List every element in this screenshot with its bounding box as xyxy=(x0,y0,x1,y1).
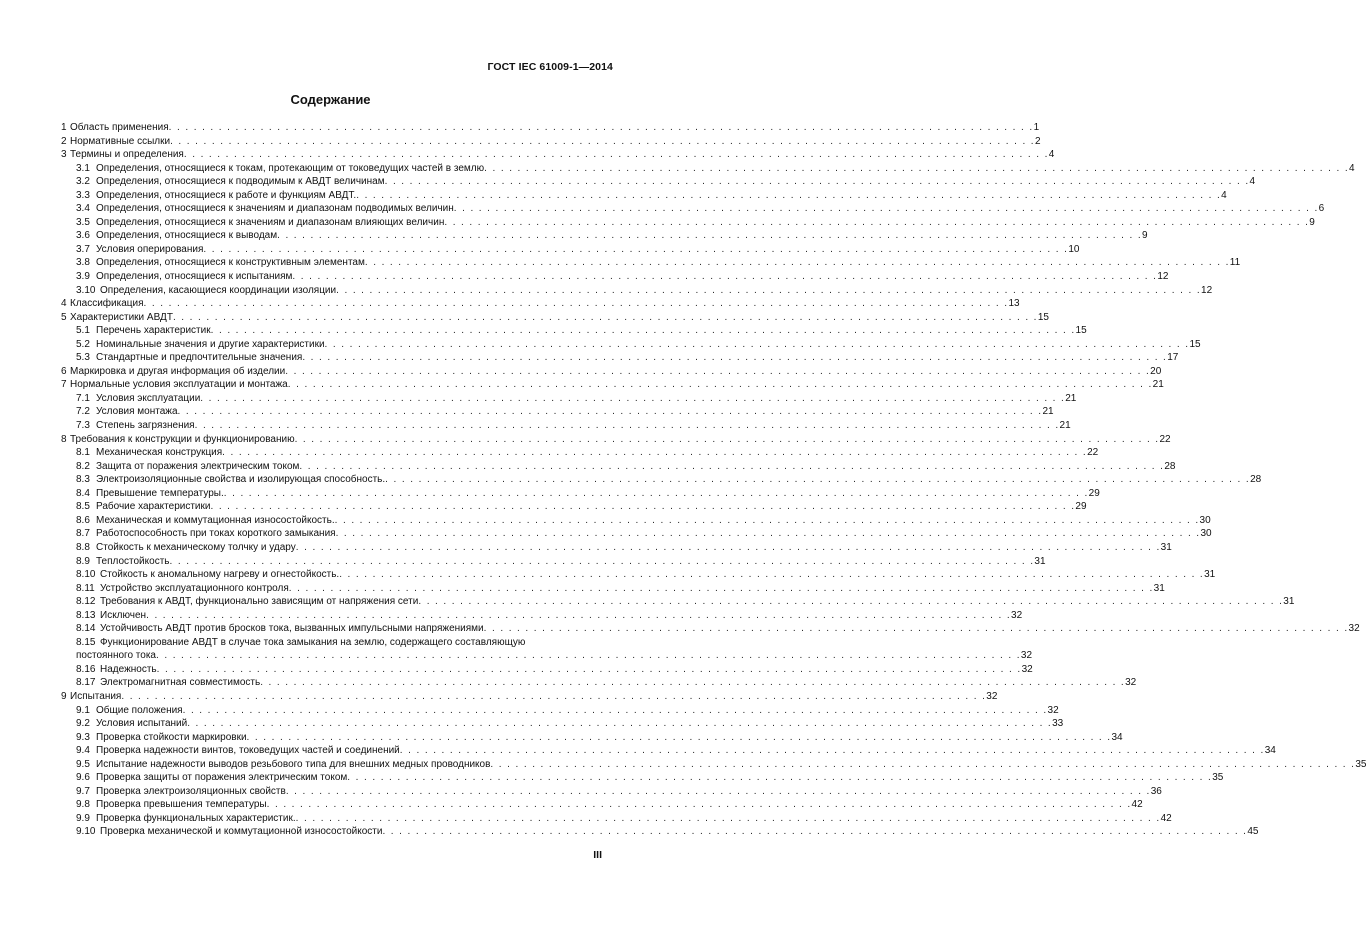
toc-entry-page: 15 xyxy=(1037,311,1049,323)
toc-leader-dots xyxy=(146,609,1011,623)
toc-entry-title: Определения, касающиеся координации изоляции xyxy=(100,284,337,296)
toc-entry[interactable] xyxy=(61,812,1172,826)
toc-entry-page: 21 xyxy=(1152,379,1164,391)
toc-entry-page: 28 xyxy=(1164,460,1176,472)
toc-leader-dots xyxy=(170,135,1035,149)
toc-entry[interactable] xyxy=(61,622,1360,636)
toc-entry-number: 9 xyxy=(61,690,67,702)
toc-entry-page: 32 xyxy=(1021,663,1033,675)
toc-entry-number: 8.14 xyxy=(76,623,96,635)
toc-entry-number: 3.10 xyxy=(76,284,96,296)
toc-entry[interactable] xyxy=(61,446,1099,460)
toc-entry-page: 32 xyxy=(1047,704,1059,716)
toc-entry-number: 3.7 xyxy=(76,243,90,255)
toc-entry-number: 9.6 xyxy=(76,772,90,784)
toc-leader-dots xyxy=(286,785,1151,799)
toc-entry[interactable] xyxy=(61,541,1172,555)
toc-entry-page: 32 xyxy=(1348,623,1360,635)
toc-entry-page: 31 xyxy=(1160,541,1172,553)
toc-entry-title: Термины и определения xyxy=(70,149,184,161)
toc-entry-title: Стойкость к механическому толчку и удару xyxy=(96,541,296,553)
toc-entry-title: Проверка механической и коммутационной износостойкости xyxy=(100,826,383,838)
toc-entry[interactable] xyxy=(61,229,1148,243)
toc-entry-title: Проверка надежности винтов, токоведущих частей и соединений xyxy=(96,745,400,757)
toc-leader-dots xyxy=(156,649,1021,663)
toc-entry-title: Определения, относящиеся к конструктивным элементам xyxy=(96,257,365,269)
toc-entry[interactable] xyxy=(61,460,1176,474)
toc-entry-page: 21 xyxy=(1059,420,1071,432)
toc-entry-number: 8.9 xyxy=(76,555,90,567)
toc-leader-dots xyxy=(289,582,1154,596)
toc-entry[interactable] xyxy=(61,284,1213,298)
toc-entry-page: 33 xyxy=(1052,718,1064,730)
toc-leader-dots xyxy=(365,256,1230,270)
toc-entry-title: Теплостойкость xyxy=(96,555,170,567)
toc-entry[interactable] xyxy=(61,297,1020,311)
toc-entry-title: постоянного тока xyxy=(76,650,156,662)
toc-entry-title: Работоспособность при токах короткого замыкания xyxy=(96,528,336,540)
toc-entry-number: 8.6 xyxy=(76,514,90,526)
toc-entry-page: 30 xyxy=(1200,528,1212,540)
toc-entry[interactable] xyxy=(61,162,1355,176)
toc-leader-dots xyxy=(195,419,1060,433)
toc-entry-number: 8.4 xyxy=(76,487,90,499)
toc-entry-number: 3 xyxy=(61,149,67,161)
toc-entry-title: Электромагнитная совместимость xyxy=(100,677,261,689)
toc-leader-dots xyxy=(210,500,1075,514)
toc-entry[interactable] xyxy=(61,731,1123,745)
toc-leader-dots xyxy=(444,216,1309,230)
toc-leader-dots xyxy=(385,175,1250,189)
toc-leader-dots xyxy=(325,338,1190,352)
toc-leader-dots xyxy=(400,744,1265,758)
toc-entry-page: 12 xyxy=(1157,271,1169,283)
toc-leader-dots xyxy=(170,555,1035,569)
toc-entry-page: 31 xyxy=(1204,569,1216,581)
toc-entry[interactable] xyxy=(61,311,1049,325)
toc-entry-page: 42 xyxy=(1160,812,1172,824)
toc-entry-title: Требования к конструкции и функционированию xyxy=(70,433,295,445)
toc-leader-dots xyxy=(277,229,1142,243)
toc-entry-title: Устойчивость АВДТ против бросков тока, вызванных импульсными напряжениями xyxy=(100,623,484,635)
toc-entry[interactable] xyxy=(61,351,1179,365)
toc-entry-title: Испытания xyxy=(70,690,122,702)
toc-entry-title: Определения, относящиеся к испытаниям xyxy=(96,271,293,283)
toc-entry-number: 8.2 xyxy=(76,460,90,472)
toc-leader-dots xyxy=(484,622,1349,636)
toc-entry[interactable] xyxy=(61,148,1055,162)
toc-entry-number: 9.9 xyxy=(76,812,90,824)
toc-entry-title: Исключен xyxy=(100,609,147,621)
toc-leader-dots xyxy=(288,378,1153,392)
toc-entry-title: Определения, относящиеся к подводимым к АВДТ величинам xyxy=(96,176,385,188)
toc-leader-dots xyxy=(418,595,1283,609)
toc-entry-number: 5 xyxy=(61,311,67,323)
toc-entry[interactable] xyxy=(61,256,1241,270)
toc-entry[interactable] xyxy=(61,473,1262,487)
toc-entry-page: 36 xyxy=(1150,785,1162,797)
toc-entry-title: Стойкость к аномальному нагреву и огнестойкость. xyxy=(100,569,340,581)
toc-entry-page: 29 xyxy=(1088,487,1100,499)
toc-entry[interactable] xyxy=(61,785,1162,799)
toc-entry-page: 32 xyxy=(986,690,998,702)
toc-entry-number: 8.15 xyxy=(76,636,96,648)
toc-entry-page: 35 xyxy=(1212,772,1224,784)
toc-entry[interactable] xyxy=(61,582,1165,596)
toc-leader-dots xyxy=(339,568,1204,582)
toc-entry[interactable] xyxy=(61,216,1315,230)
toc-entry-number: 3.5 xyxy=(76,216,90,228)
toc-entry-title: Общие положения xyxy=(96,704,183,716)
toc-entry-number: 3.3 xyxy=(76,189,90,201)
toc-entry-number: 3.8 xyxy=(76,257,90,269)
toc-entry-number: 5.3 xyxy=(76,352,90,364)
toc-entry-title: Определения, относящиеся к выводам xyxy=(96,230,278,242)
toc-entry-number: 8.1 xyxy=(76,447,90,459)
toc-leader-dots xyxy=(200,392,1065,406)
toc-entry[interactable] xyxy=(61,487,1100,501)
toc-entry-title: Классификация xyxy=(70,298,144,310)
document-standard-header: ГОСТ IEC 61009-1—2014 xyxy=(487,61,613,73)
toc-entry-page: 15 xyxy=(1189,338,1201,350)
toc-entry-title: Маркировка и другая информация об изделии xyxy=(70,365,286,377)
table-of-contents xyxy=(61,121,1366,839)
toc-entry[interactable] xyxy=(61,392,1077,406)
toc-entry-title: Проверка функциональных характеристик. xyxy=(96,812,296,824)
toc-entry-number: 9.8 xyxy=(76,799,90,811)
toc-entry[interactable] xyxy=(61,555,1046,569)
toc-entry-page: 31 xyxy=(1034,555,1046,567)
toc-leader-dots xyxy=(169,121,1034,135)
toc-entry-page: 28 xyxy=(1250,474,1262,486)
toc-entry[interactable] xyxy=(61,338,1201,352)
toc-leader-dots xyxy=(454,202,1319,216)
toc-leader-dots xyxy=(144,297,1009,311)
toc-entry-page: 9 xyxy=(1309,216,1315,228)
toc-leader-dots xyxy=(292,270,1157,284)
page-number: III xyxy=(593,849,602,861)
toc-entry-title: Проверка защиты от поражения электрическим током xyxy=(96,772,348,784)
toc-entry-number: 8.5 xyxy=(76,501,90,513)
toc-entry-title: Устройство эксплуатационного контроля xyxy=(100,582,289,594)
toc-entry-number: 9.5 xyxy=(76,758,90,770)
toc-entry-title: Функционирование АВДТ в случае тока замыкания на землю, содержащего составляющую xyxy=(100,636,526,648)
toc-entry-number: 5.2 xyxy=(76,338,90,350)
toc-leader-dots xyxy=(203,243,1068,257)
toc-leader-dots xyxy=(121,690,986,704)
toc-entry-title: Номинальные значения и другие характеристики xyxy=(96,338,325,350)
toc-entry-page: 20 xyxy=(1150,365,1162,377)
toc-entry-page: 35 xyxy=(1355,758,1366,770)
toc-entry[interactable] xyxy=(61,609,1023,623)
toc-entry-page: 32 xyxy=(1020,650,1033,662)
toc-entry-number: 3.4 xyxy=(76,203,90,215)
toc-leader-dots xyxy=(295,433,1160,447)
toc-entry-page: 4 xyxy=(1048,149,1055,161)
toc-leader-dots xyxy=(490,758,1355,772)
toc-entry-title: Характеристики АВДТ xyxy=(70,311,173,323)
toc-entry-number: 3.1 xyxy=(76,162,90,174)
toc-entry-page: 4 xyxy=(1249,176,1256,188)
toc-entry[interactable] xyxy=(61,663,1033,677)
toc-leader-dots xyxy=(356,189,1221,203)
toc-entry-title: Нормативные ссылки xyxy=(70,135,171,147)
toc-entry[interactable] xyxy=(61,243,1080,257)
toc-entry-title: Испытание надежности выводов резьбового типа для внешних медных проводников xyxy=(96,758,491,770)
toc-entry[interactable] xyxy=(61,825,1259,839)
toc-entry[interactable] xyxy=(61,189,1227,203)
toc-entry-title: Определения, относящиеся к значениям и диапазонам влияющих величин xyxy=(96,216,445,228)
toc-entry-number: 7.1 xyxy=(76,392,90,404)
toc-entry-page: 32 xyxy=(1011,609,1023,621)
toc-entry-number: 4 xyxy=(61,298,67,310)
toc-entry[interactable] xyxy=(61,704,1059,718)
toc-entry-number: 7 xyxy=(61,379,67,391)
toc-leader-dots xyxy=(347,771,1212,785)
toc-leader-dots xyxy=(285,365,1150,379)
toc-entry-page: 42 xyxy=(1131,799,1143,811)
toc-leader-dots xyxy=(222,446,1087,460)
toc-entry-title: Рабочие характеристики xyxy=(96,501,211,513)
toc-entry[interactable] xyxy=(61,595,1295,609)
toc-entry[interactable] xyxy=(61,758,1366,772)
toc-entry[interactable] xyxy=(61,771,1224,785)
toc-entry[interactable] xyxy=(61,433,1171,447)
toc-entry-title: Электроизоляционные свойства и изолирующая способность. xyxy=(96,474,386,486)
toc-entry[interactable] xyxy=(61,202,1325,216)
toc-entry-page: 12 xyxy=(1201,284,1213,296)
toc-entry-page: 4 xyxy=(1349,162,1355,174)
toc-entry-page: 4 xyxy=(1221,189,1227,201)
toc-entry-page: 29 xyxy=(1075,501,1087,513)
toc-entry-title: Определения, относящиеся к значениям и диапазонам подводимых величин xyxy=(96,203,454,215)
toc-leader-dots xyxy=(385,473,1250,487)
toc-leader-dots xyxy=(296,541,1161,555)
toc-entry-number: 7.3 xyxy=(76,420,90,432)
toc-entry-page: 31 xyxy=(1283,596,1295,608)
toc-entry-page: 13 xyxy=(1008,298,1020,310)
toc-entry-page: 15 xyxy=(1075,325,1087,337)
toc-entry-title: Область применения xyxy=(70,122,169,133)
toc-entry-page: 2 xyxy=(1035,135,1041,147)
toc-entry-title: Условия испытаний xyxy=(96,718,188,730)
toc-entry-number: 9.1 xyxy=(76,704,90,716)
toc-entry-title: Проверка стойкости маркировки xyxy=(96,731,247,743)
toc-leader-dots xyxy=(187,717,1052,731)
toc-entry-number: 8.7 xyxy=(76,528,90,540)
toc-entry[interactable] xyxy=(61,270,1169,284)
toc-entry-number: 8.8 xyxy=(76,541,90,553)
toc-entry-page: 31 xyxy=(1153,582,1165,594)
toc-entry-page: 34 xyxy=(1111,731,1123,743)
toc-entry[interactable] xyxy=(61,121,1040,135)
toc-entry-page: 1 xyxy=(1033,122,1040,133)
toc-entry-title: Нормальные условия эксплуатации и монтажа xyxy=(70,379,288,391)
toc-leader-dots xyxy=(178,405,1043,419)
toc-entry-number: 9.2 xyxy=(76,718,90,730)
toc-entry-page: 6 xyxy=(1318,203,1325,215)
toc-entry-page: 22 xyxy=(1087,447,1099,459)
toc-entry-title: Надежность xyxy=(100,663,157,675)
toc-leader-dots xyxy=(382,825,1247,839)
toc-entry-number: 8.13 xyxy=(76,609,96,621)
toc-leader-dots xyxy=(296,812,1161,826)
toc-entry-page: 11 xyxy=(1229,257,1241,269)
toc-leader-dots xyxy=(184,148,1049,162)
toc-entry[interactable] xyxy=(61,324,1087,338)
toc-entry-number: 8.11 xyxy=(76,582,95,594)
toc-entry[interactable] xyxy=(61,405,1054,419)
toc-entry-number: 2 xyxy=(61,135,67,147)
toc-entry[interactable] xyxy=(61,798,1143,812)
toc-entry-number: 8 xyxy=(61,433,67,445)
toc-entry-number: 8.17 xyxy=(76,677,96,689)
toc-entry-title: Проверка электроизоляционных свойств xyxy=(96,785,286,797)
toc-entry[interactable] xyxy=(61,500,1087,514)
toc-entry-page: 34 xyxy=(1264,745,1276,757)
toc-entry-title: Стандартные и предпочтительные значения xyxy=(96,352,303,364)
toc-entry-number: 9.7 xyxy=(76,785,90,797)
toc-leader-dots xyxy=(173,311,1038,325)
toc-entry[interactable] xyxy=(61,175,1256,189)
toc-entry[interactable] xyxy=(61,365,1162,379)
toc-leader-dots xyxy=(157,663,1022,677)
toc-leader-dots xyxy=(302,351,1167,365)
toc-entry-number: 9.3 xyxy=(76,731,90,743)
toc-entry-title: Определения, относящиеся к работе и функциям АВДТ. xyxy=(96,189,357,201)
toc-entry-page: 22 xyxy=(1159,433,1171,445)
toc-entry-page: 17 xyxy=(1167,352,1179,364)
toc-entry-number: 9.10 xyxy=(76,826,96,838)
toc-entry-title: Степень загрязнения xyxy=(96,420,195,432)
toc-entry-title: Механическая конструкция xyxy=(96,447,223,459)
toc-entry-title: Определения, относящиеся к токам, протекающим от токоведущих частей в землю xyxy=(96,162,485,174)
toc-leader-dots xyxy=(247,731,1112,745)
toc-entry-title: Условия эксплуатации xyxy=(96,392,201,404)
toc-leader-dots xyxy=(224,487,1089,501)
toc-entry-number: 3.6 xyxy=(76,230,90,242)
toc-leader-dots xyxy=(260,676,1125,690)
toc-entry-page: 9 xyxy=(1142,230,1148,242)
toc-leader-dots xyxy=(183,704,1048,718)
toc-entry[interactable] xyxy=(61,690,998,704)
toc-entry-number: 8.3 xyxy=(76,474,90,486)
toc-entry[interactable] xyxy=(61,568,1216,582)
toc-entry[interactable] xyxy=(61,419,1071,433)
toc-entry-number: 3.9 xyxy=(76,271,90,283)
toc-entry-title: Защита от поражения электрическим током xyxy=(96,460,300,472)
toc-leader-dots xyxy=(484,162,1349,176)
toc-leader-dots xyxy=(336,284,1201,298)
page-title: Содержание xyxy=(290,92,371,107)
toc-entry-page: 45 xyxy=(1247,826,1259,838)
toc-entry-number: 8.16 xyxy=(76,663,96,675)
toc-entry-page: 10 xyxy=(1068,243,1080,255)
toc-leader-dots xyxy=(211,324,1076,338)
toc-entry-page: 30 xyxy=(1199,514,1211,526)
toc-entry-continuation[interactable] xyxy=(61,649,1033,663)
toc-entry[interactable] xyxy=(61,676,1137,690)
toc-entry[interactable] xyxy=(61,527,1212,541)
toc-entry[interactable] xyxy=(61,378,1164,392)
toc-entry[interactable] xyxy=(61,636,598,650)
toc-entry-page: 32 xyxy=(1125,677,1137,689)
toc-entry[interactable] xyxy=(61,744,1276,758)
toc-entry-number: 7.2 xyxy=(76,406,90,418)
toc-entry-title: Требования к АВДТ, функционально зависящим от напряжения сети xyxy=(100,596,419,608)
toc-entry-title: Условия оперирования xyxy=(96,243,204,255)
toc-entry-number: 3.2 xyxy=(76,176,90,188)
toc-entry-number: 5.1 xyxy=(76,325,90,337)
toc-entry[interactable] xyxy=(61,514,1211,528)
toc-entry-number: 8.12 xyxy=(76,596,96,608)
toc-entry-title: Перечень характеристик xyxy=(96,325,211,337)
toc-entry-number: 9.4 xyxy=(76,745,90,757)
toc-leader-dots xyxy=(267,798,1132,812)
toc-entry-page: 21 xyxy=(1042,406,1054,418)
toc-leader-dots xyxy=(335,514,1200,528)
toc-entry-number: 1 xyxy=(61,122,67,133)
toc-entry-title: Механическая и коммутационная износостойкость. xyxy=(96,514,335,526)
toc-leader-dots xyxy=(299,460,1164,474)
toc-entry-number: 6 xyxy=(61,365,67,377)
toc-entry-title: Превышение температуры. xyxy=(96,487,224,499)
toc-entry-title: Условия монтажа xyxy=(96,406,178,418)
toc-entry[interactable] xyxy=(61,717,1064,731)
toc-entry[interactable] xyxy=(61,135,1041,149)
toc-entry-page: 21 xyxy=(1065,392,1077,404)
toc-leader-dots xyxy=(336,527,1201,541)
toc-entry-title: Проверка превышения температуры xyxy=(96,799,267,811)
toc-entry-number: 8.10 xyxy=(76,569,96,581)
